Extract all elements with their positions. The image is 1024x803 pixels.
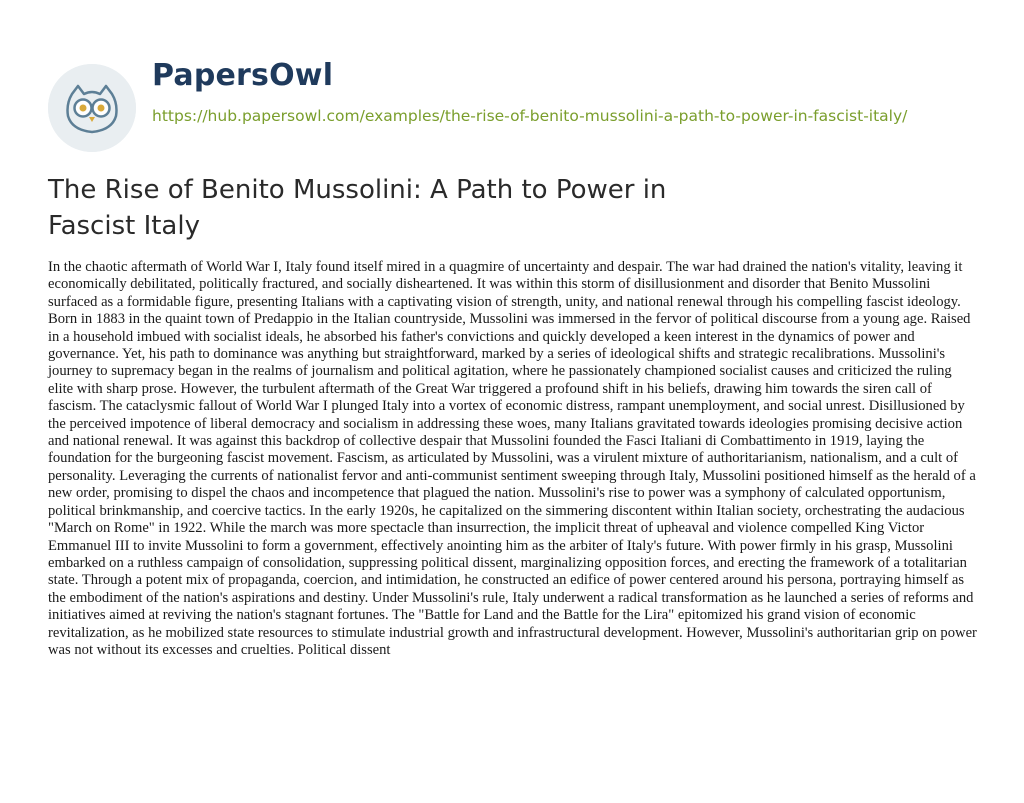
source-url-link[interactable]: https://hub.papersowl.com/examples/the-rise-of-benito-mussolini-a-path-to-power-in-fascist-italy/ (152, 107, 908, 125)
article-body: In the chaotic aftermath of World War I, Italy found itself mired in a quagmire of uncertainty and despair. The war had drained the nation's vitality, leaving it economically debilitated, politically fractured, and socially disheartened. It was within this storm of disillusionment and disorder that Benito Mussolini surfaced as a formidable figure, presenting Italians with a captivating vision of strength, unity, and national renewal through his compelling fascist ideology. Born in 1883 in the quaint town of Predappio in the Italian countryside, Mussolini was immersed in the fervor of political discourse from a young age. Raised in a household imbued with socialist ideals, he absorbed his father's convictions and quickly developed a keen interest in the dynamics of power and governance. Yet, his path to dominance was anything but straightforward, marked by a series of ideological shifts and strategic recalibrations. Mussolini's journey to supremacy began in the realms of journalism and political agitation, where he passionately championed socialist causes and criticized the ruling elite with sharp prose. However, the turbulent aftermath of the Great War triggered a profound shift in his beliefs, drawing him towards the siren call of fascism. The cataclysmic fallout of World War I plunged Italy into a vortex of economic distress, rampant unemployment, and social unrest. Disillusioned by the perceived impotence of liberal democracy and socialism in addressing these woes, many Italians gravitated towards ideologies promising decisive action and national renewal. It was against this backdrop of collective despair that Mussolini founded the Fasci Italiani di Combattimento in 1919, laying the foundation for the burgeoning fascist movement. Fascism, as articulated by Mussolini, was a virulent mixture of authoritarianism, nationalism, and a cult of personality. Leveraging the currents of nationalist fervor and anti-communist sentiment sweeping through Italy, Mussolini positioned himself as the herald of a new order, promising to dispel the chaos and incompetence that plagued the nation. Mussolini's rise to power was a symphony of calculated opportunism, political brinkmanship, and coercive tactics. In the early 1920s, he capitalized on the simmering discontent within Italian society, orchestrating the audacious "March on Rome" in 1922. While the march was more spectacle than insurrection, the implicit threat of upheaval and violence compelled King Victor Emmanuel III to invite Mussolini to form a government, effectively anointing him as the arbiter of Italy's future. With power firmly in his grasp, Mussolini embarked on a ruthless campaign of consolidation, suppressing political dissent, marginalizing opposition forces, and erecting the framework of a totalitarian state. Through a potent mix of propaganda, coercion, and intimidation, he constructed an edifice of power centered around his persona, portraying himself as the embodiment of the nation's aspirations and destiny. Under Mussolini's rule, Italy underwent a radical transformation as he launched a series of reforms and initiatives aimed at reviving the nation's stagnant fortunes. The "Battle for Land and the Battle for the Lira" epitomized his grand vision of economic revitalization, as he mobilized state resources to stimulate industrial growth and infrastructural development. However, Mussolini's authoritarian grip on power was not without its excesses and cruelties. Political dissent (48, 259, 977, 658)
brand-name[interactable]: PapersOwl (152, 58, 334, 93)
owl-logo-icon (48, 64, 136, 152)
site-header (48, 52, 988, 162)
page-title: The Rise of Benito Mussolini: A Path to Power in Fascist Italy (48, 175, 667, 241)
